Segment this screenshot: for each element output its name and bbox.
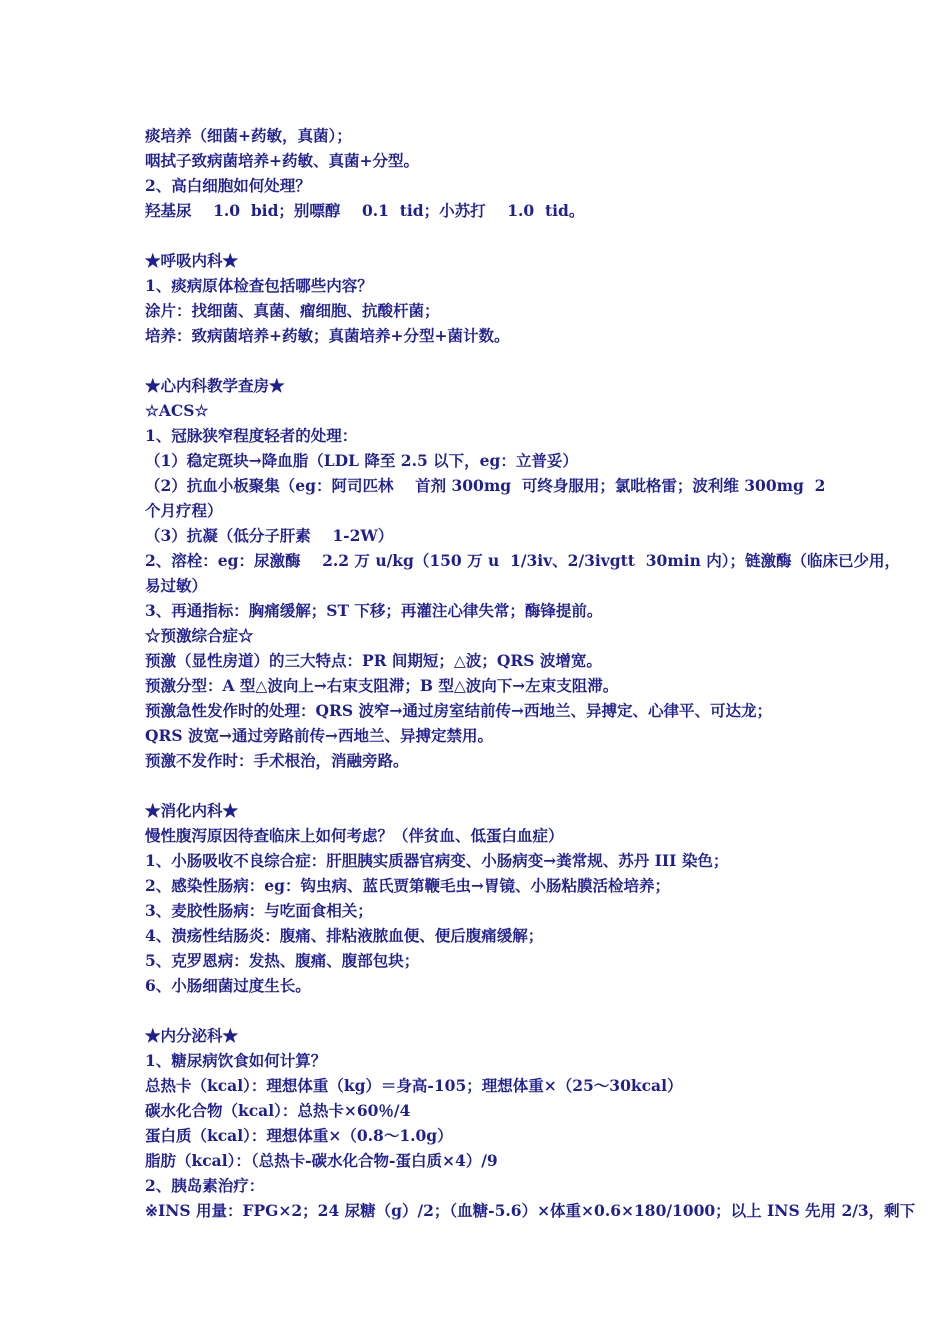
text-line: 2、胰岛素治疗： xyxy=(145,1176,265,1195)
text-line: 碳水化合物（kcal）：总热卡×60％/4 xyxy=(145,1101,411,1120)
text-line: 个月疗程） xyxy=(145,501,223,520)
text-line: 2、溶栓：eg：尿激酶 2.2 万 u/kg（150 万 u 1/3iv、2/3ivgtt 30min 内）；链激酶（临床已少用， xyxy=(145,551,901,570)
text-line: （2）抗血小板聚集（eg：阿司匹林 首剂 300mg 可终身服用；氯吡格雷；波利维 300mg 2 xyxy=(145,476,826,495)
blank-line xyxy=(145,773,835,798)
text-line: 4、溃疡性结肠炎：腹痛、排粘液脓血便、便后腹痛缓解； xyxy=(145,926,544,945)
text-line: （1）稳定斑块→降血脂（LDL 降至 2.5 以下，eg：立普妥） xyxy=(145,451,578,470)
text-line: 培养：致病菌培养+药敏；真菌培养+分型+菌计数。 xyxy=(145,326,510,345)
text-line: 咽拭子致病菌培养+药敏、真菌+分型。 xyxy=(145,151,419,170)
blank-line xyxy=(145,223,835,248)
text-line: （3）抗凝（低分子肝素 1-2W） xyxy=(145,526,394,545)
text-line: QRS 波宽→通过旁路前传→西地兰、异搏定禁用。 xyxy=(145,726,493,745)
text-line: 脂肪（kcal）：（总热卡-碳水化合物-蛋白质×4）/9 xyxy=(145,1151,498,1170)
text-line: 易过敏） xyxy=(145,576,208,595)
blank-line xyxy=(145,348,835,373)
text-line: ☆ACS☆ xyxy=(145,401,209,420)
document-page xyxy=(145,123,916,1223)
text-line: 3、麦胶性肠病：与吃面食相关； xyxy=(145,901,373,920)
text-line: 涂片：找细菌、真菌、瘤细胞、抗酸杆菌； xyxy=(145,301,440,320)
text-line: 痰培养（细菌+药敏，真菌）； xyxy=(145,126,352,145)
text-line: 预激（显性房道）的三大特点：PR 间期短；△波；QRS 波增宽。 xyxy=(145,651,602,670)
text-line: ★消化内科★ xyxy=(145,801,239,820)
text-line: 预激急性发作时的处理：QRS 波窄→通过房室结前传→西地兰、异搏定、心律平、可达龙； xyxy=(145,701,772,720)
text-line: ※INS 用量：FPG×2；24 尿糖（g）/2；（血糖-5.6）×体重×0.6×180/1000；以上 INS 先用 2/3，剩下 xyxy=(145,1201,916,1220)
text-line: 1、痰病原体检查包括哪些内容？ xyxy=(145,276,373,295)
text-line: ★内分泌科★ xyxy=(145,1026,239,1045)
text-line: 1、小肠吸收不良综合症：肝胆胰实质器官病变、小肠病变→粪常规、苏丹 III 染色； xyxy=(145,851,729,870)
text-line: 3、再通指标：胸痛缓解；ST 下移；再灌注心律失常；酶锋提前。 xyxy=(145,601,603,620)
text-line: 1、糖尿病饮食如何计算？ xyxy=(145,1051,327,1070)
text-line: 6、小肠细菌过度生长。 xyxy=(145,976,311,995)
text-line: ★心内科教学查房★ xyxy=(145,376,285,395)
text-line: 2、感染性肠病：eg：钩虫病、蓝氏贾第鞭毛虫→胃镜、小肠粘膜活检培养； xyxy=(145,876,670,895)
text-line: 蛋白质（kcal）：理想体重×（0.8～1.0g） xyxy=(145,1126,453,1145)
text-line: 预激不发作时：手术根治，消融旁路。 xyxy=(145,751,409,770)
text-line: 5、克罗恩病：发热、腹痛、腹部包块； xyxy=(145,951,420,970)
text-line: 1、冠脉狭窄程度轻者的处理： xyxy=(145,426,358,445)
text-line: 慢性腹泻原因待查临床上如何考虑？（伴贫血、低蛋白血症） xyxy=(145,826,564,845)
text-line: 预激分型：A 型△波向上→右束支阻滞；B 型△波向下→左束支阻滞。 xyxy=(145,676,619,695)
text-line: 2、高白细胞如何处理？ xyxy=(145,176,311,195)
text-line: 总热卡（kcal）：理想体重（kg）＝身高-105；理想体重×（25～30kcal） xyxy=(145,1076,683,1095)
text-line: 羟基尿 1.0 bid；别嘌醇 0.1 tid；小苏打 1.0 tid。 xyxy=(145,201,585,220)
text-line: ★呼吸内科★ xyxy=(145,251,239,270)
text-line: ☆预激综合症☆ xyxy=(145,626,254,645)
blank-line xyxy=(145,998,835,1023)
